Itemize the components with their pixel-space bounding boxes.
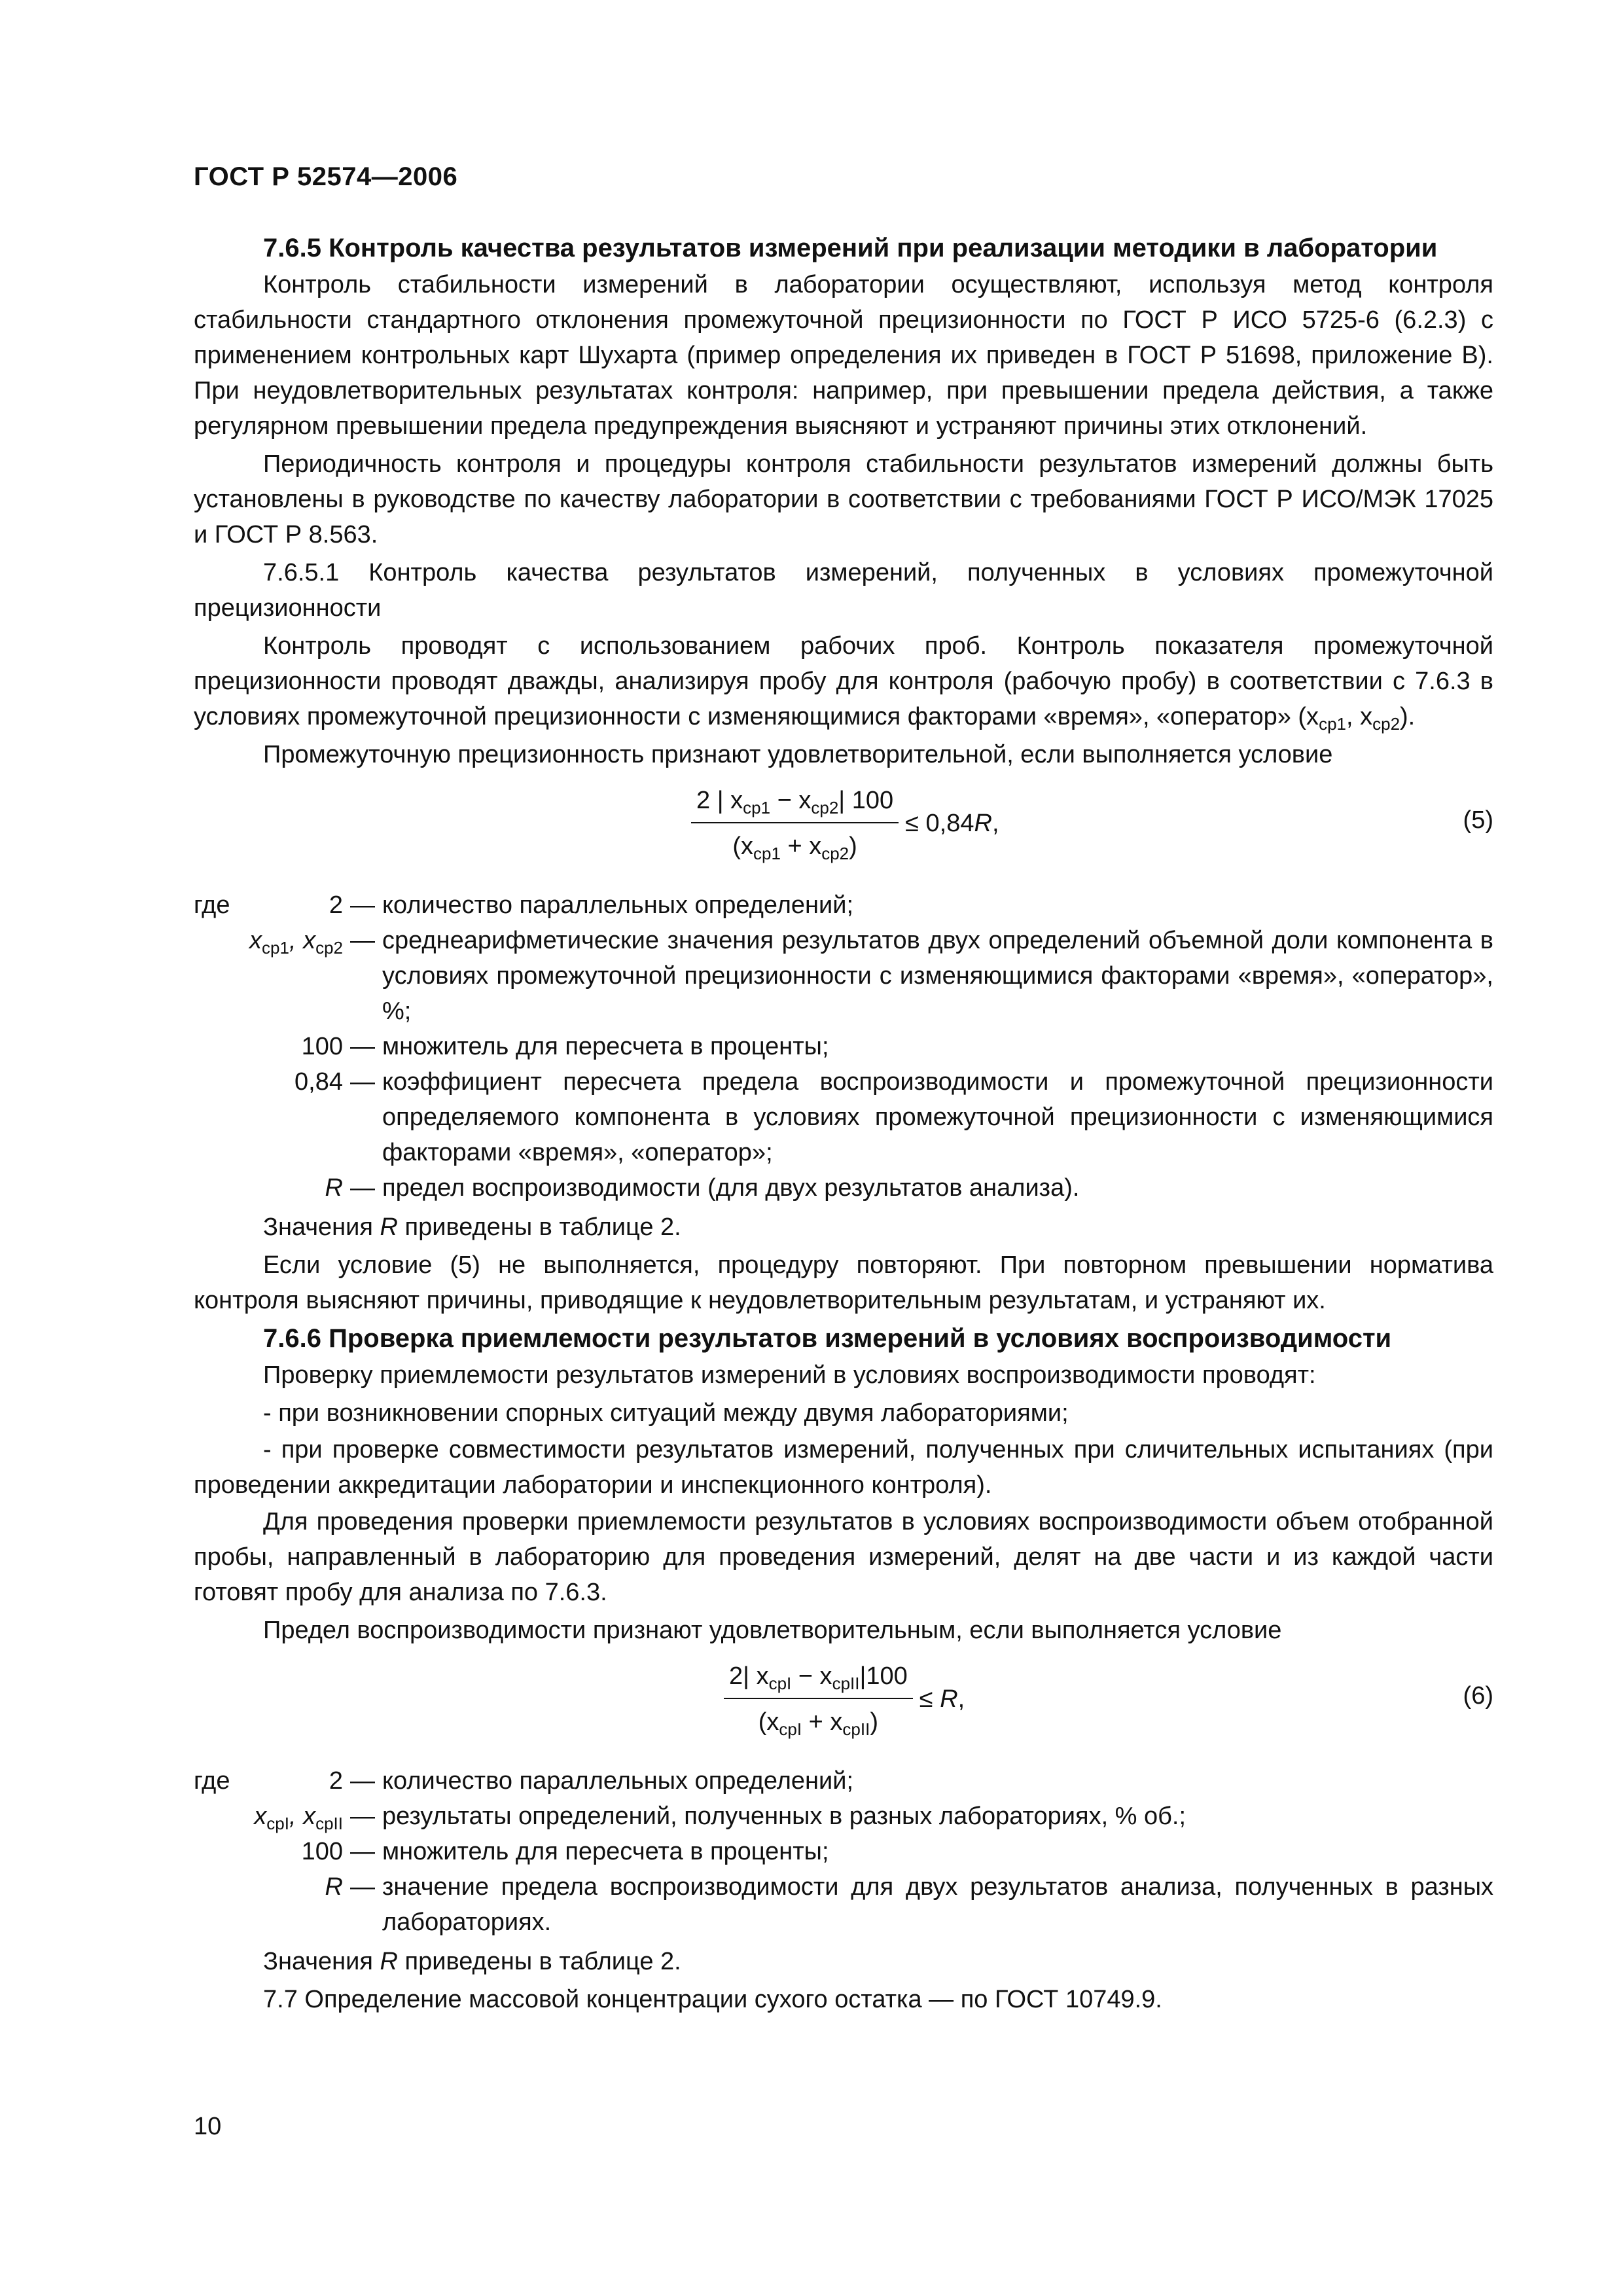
page-number: 10	[194, 2113, 222, 2140]
definition-item: 100 — множитель для пересчета в проценты;	[301, 1033, 829, 1060]
formula-number: (6)	[1463, 1682, 1493, 1710]
list-item: - при возникновении спорных ситуаций между двумя лабораториями;	[263, 1399, 1069, 1427]
formula-numerator: 2 | $x_{ср1} - x_{ср2}|$ 100	[691, 783, 899, 823]
formula-rhs: ≤ R,	[919, 1685, 965, 1713]
definition-item: где 2 — количество параллельных определений;	[194, 891, 854, 919]
definition-item: $x_{cpI}$, $x_{cpII}$ — результаты определений, полученных в разных лабораториях, % об.;	[254, 1803, 1186, 1833]
paragraph: Проверку приемлемости результатов измерений в условиях воспроизводимости проводят:	[263, 1361, 1316, 1389]
formula-numerator: 2| $x_{cpI} - x_{cpII}|100$	[724, 1659, 913, 1699]
subsection-heading-7-6-5-1: 7.6.5.1 Контроль качества результатов измерений, полученных в условиях промежуточной прецизионности	[194, 559, 1493, 622]
formula-5	[194, 776, 1493, 881]
definitions-list	[194, 1763, 1493, 1940]
paragraph: Предел воспроизводимости признают удовлетворительным, если выполняется условие	[263, 1617, 1282, 1644]
main-content	[194, 230, 1493, 2020]
section-heading-7-6-5: 7.6.5 Контроль качества результатов измерений при реализации методики в лаборатории	[263, 234, 1438, 262]
formula-number: (5)	[1463, 806, 1493, 834]
definition-item: 100 — множитель для пересчета в проценты;	[301, 1838, 829, 1865]
section-heading-7-6-6: 7.6.6 Проверка приемлемости результатов измерений в условиях воспроизводимости	[263, 1324, 1392, 1353]
paragraph: Периодичность контроля и процедуры контроля стабильности результатов измерений должны быть установлены в руководстве по качеству лаборатории в соответствии с требованиями ГОСТ Р ИСО/МЭК 17025 и ГОСТ Р 8.563.	[194, 450, 1493, 548]
standard-header: ГОСТ Р 52574—2006	[194, 162, 458, 191]
definition-item: R — предел воспроизводимости (для двух результатов анализа).	[325, 1174, 1080, 1202]
definitions-list	[194, 888, 1493, 1206]
paragraph: Контроль стабильности измерений в лаборатории осуществляют, используя метод контроля стабильности стандартного отклонения промежуточной прецизионности по ГОСТ Р ИСО 5725-6 (6.2.3) с применением контрольных карт Шухарта (пример определения их приведен в ГОСТ Р 51698, приложение В). При неудовлетворительных результатах контроля: например, при превышении предела действия, а также регулярном превышении предела предупреждения выясняют и устраняют причины этих отклонений.	[194, 271, 1493, 440]
paragraph: Значения R приведены в таблице 2.	[263, 1213, 681, 1241]
formula-rhs: ≤ 0,84R,	[905, 810, 999, 837]
paragraph: Для проведения проверки приемлемости результатов в условиях воспроизводимости объем отобранной пробы, направленный в лабораторию для проведения измерений, делят на две части и из каждой части готовят пробу для анализа по 7.6.3.	[194, 1508, 1493, 1606]
paragraph: Контроль проводят с использованием рабочих проб. Контроль показателя промежуточной прецизионности проводят дважды, анализируя пробу для контроля (рабочую пробу) в соответствии с 7.6.3 в условиях промежуточной прецизионности с изменяющимися факторами «время», «оператор» ($x_{ср1}$, $x_{ср2}$).	[194, 632, 1493, 734]
paragraph: Промежуточную прецизионность признают удовлетворительной, если выполняется условие	[263, 741, 1333, 768]
paragraph: Значения R приведены в таблице 2.	[263, 1948, 681, 1975]
formula-denominator: $(x_{ср1} + x_{ср2})$	[732, 833, 857, 863]
formula-denominator: $(x_{cpI} + x_{cpII})$	[758, 1708, 878, 1739]
definition-item: где 2 — количество параллельных определений;	[194, 1767, 854, 1795]
paragraph: Если условие (5) не выполняется, процедуру повторяют. При повторном превышении норматива контроля выясняют причины, приводящие к неудовлетворительным результатам, и устраняют их.	[194, 1251, 1493, 1314]
definition-item: R — значение предела воспроизводимости для двух результатов анализа, полученных в разных лабораториях.	[325, 1873, 1493, 1936]
section-7-7: 7.7 Определение массовой концентрации сухого остатка — по ГОСТ 10749.9.	[263, 1986, 1162, 2013]
definition-item: $x_{ср1}$, $x_{ср2}$ — среднеарифметические значения результатов двух определений объемной доли компонента в условиях промежуточной прецизионности с изменяющимися факторами «время», «оператор», %;	[249, 927, 1493, 1025]
definition-item: 0,84 — коэффициент пересчета предела воспроизводимости и промежуточной прецизионности определяемого компонента в условиях промежуточной прецизионности с изменяющимися факторами «время», «оператор»;	[294, 1068, 1493, 1166]
formula-6	[194, 1652, 1493, 1757]
list-item: - при проверке совместимости результатов измерений, полученных при сличительных испытаниях (при проведении аккредитации лаборатории и инспекционного контроля).	[194, 1436, 1493, 1499]
